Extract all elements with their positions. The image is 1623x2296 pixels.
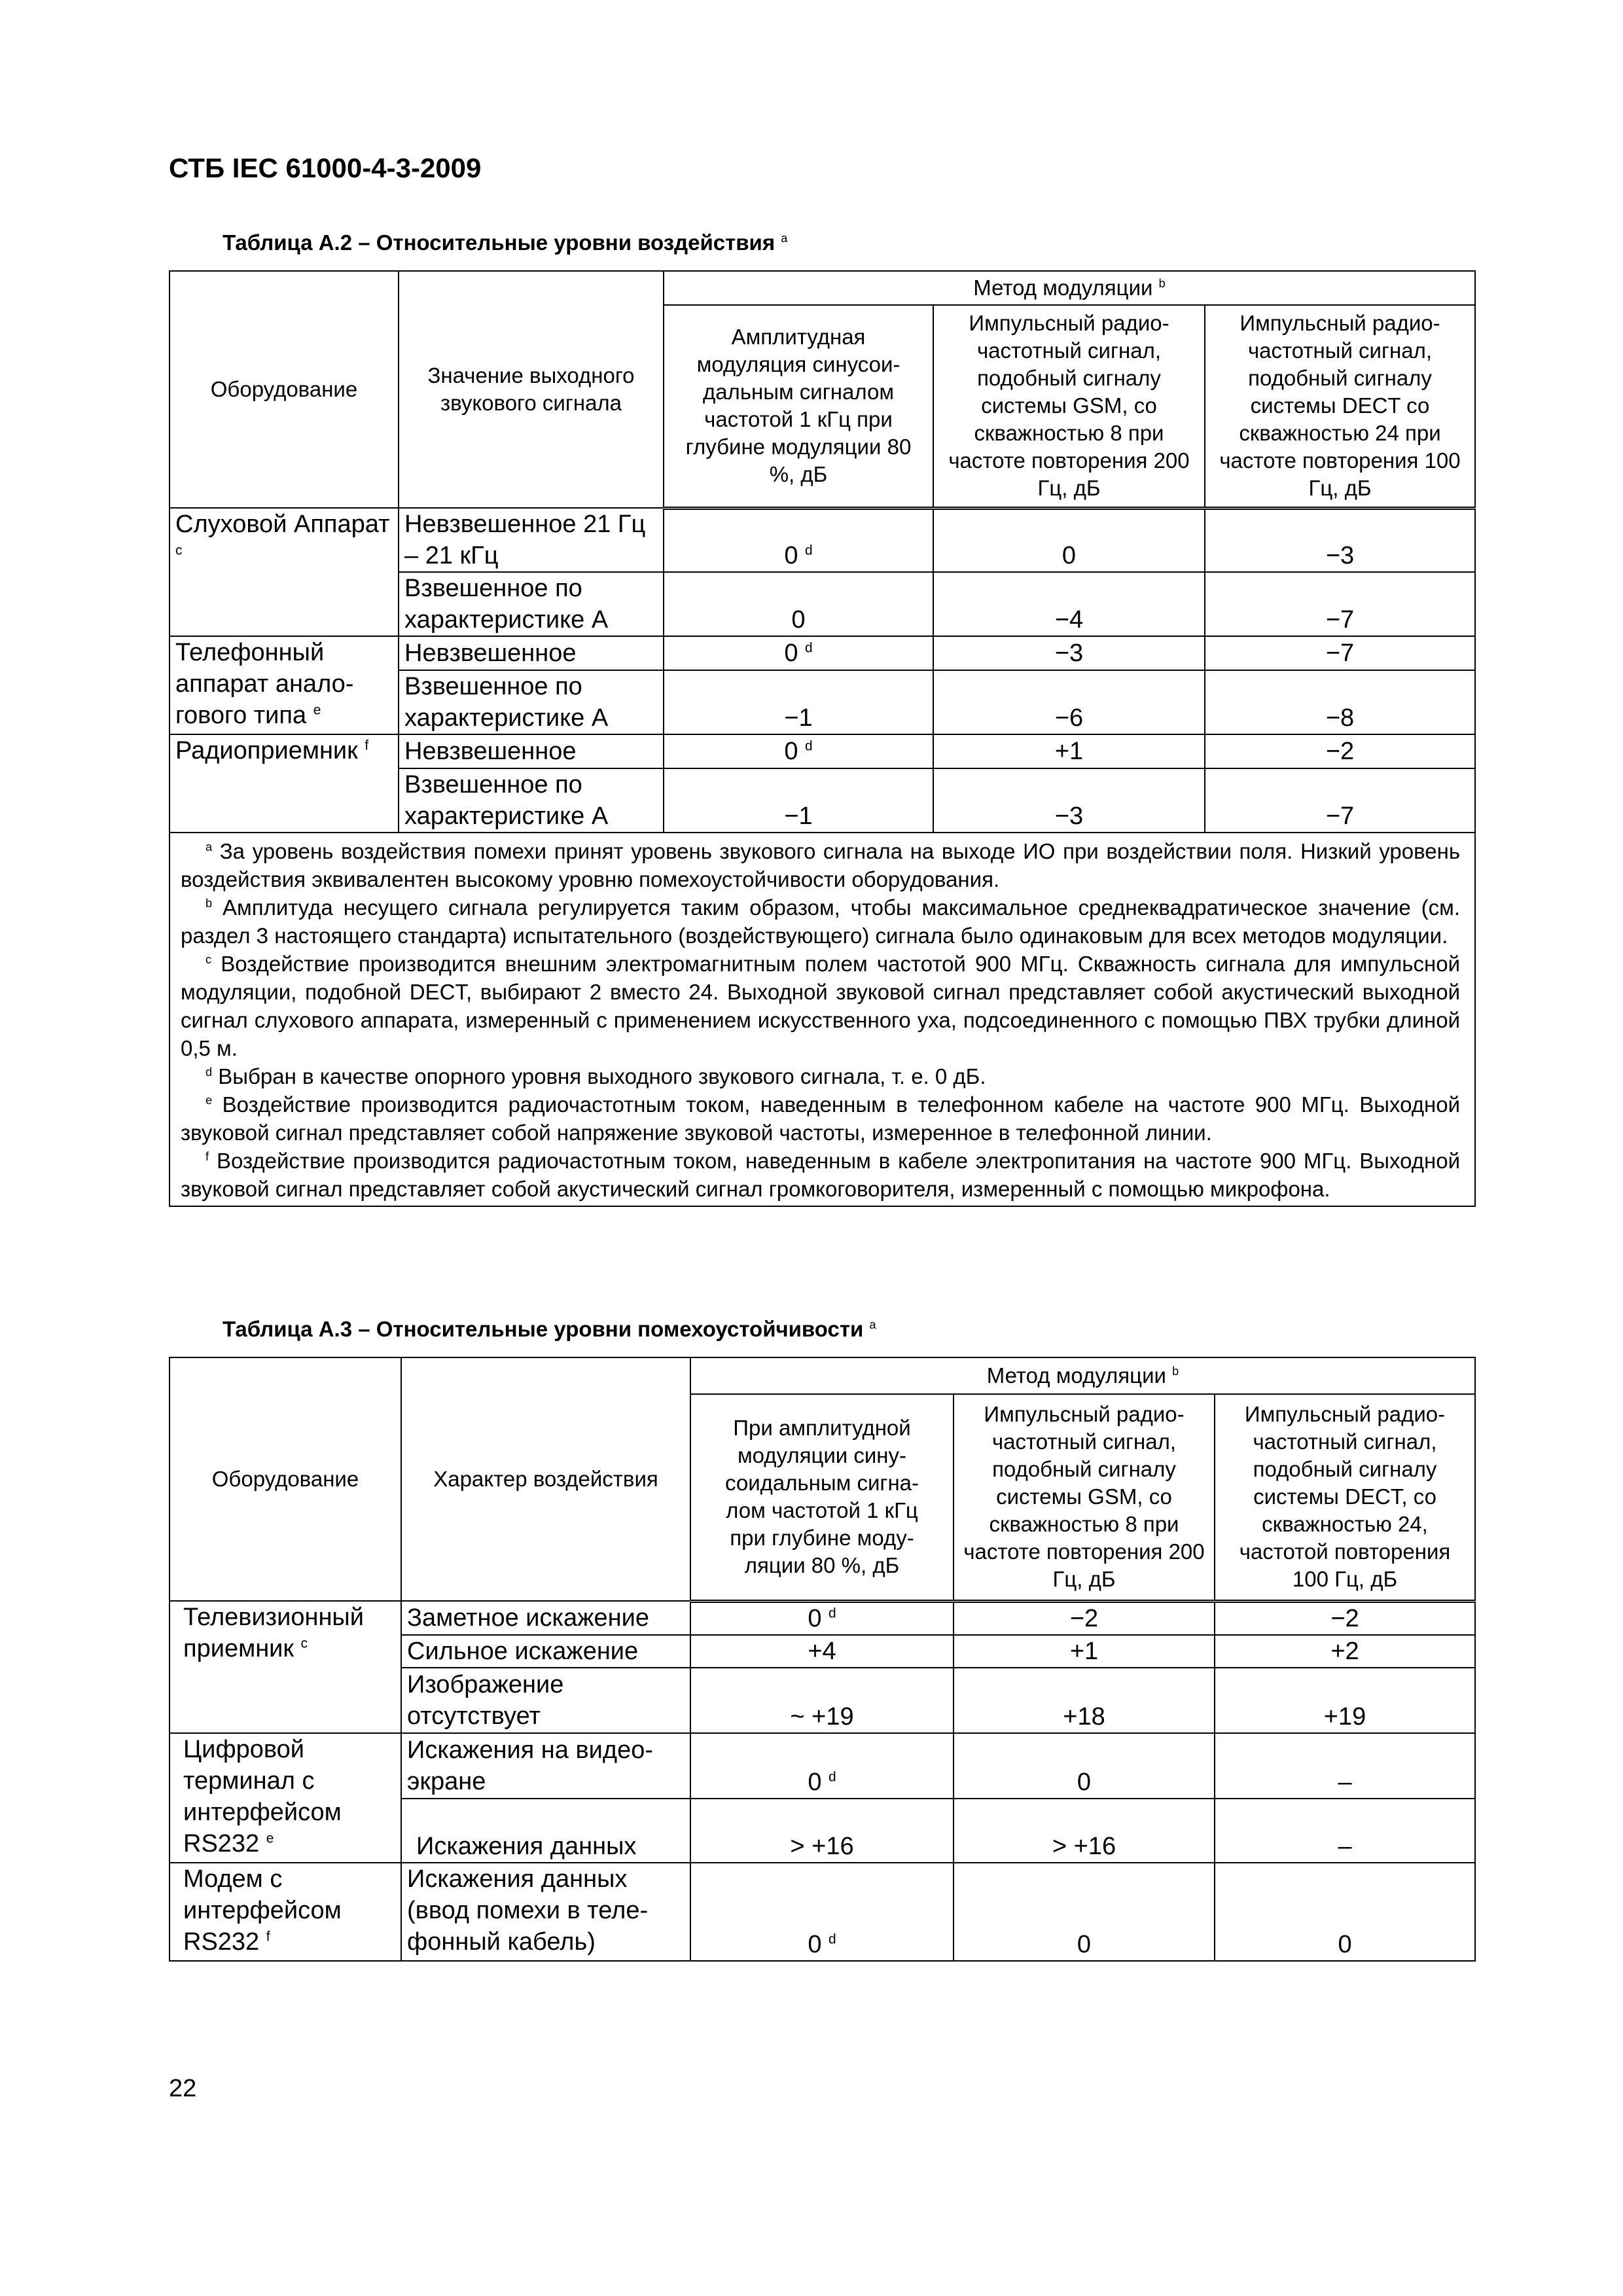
a3-effect-cell: Искажения на видео-экране bbox=[401, 1733, 690, 1799]
footnote-a: $^a$ За уровень воздействия помехи принят уровень звукового сигнала на выходе ИО при воздействии поля. Низкий уровень воздействия эквивалентен высокому уровню помехоустойчивости оборудования. bbox=[181, 839, 1461, 891]
table-a2 bbox=[169, 270, 1476, 1207]
a3-am-cell: 0 $^d$ bbox=[690, 1733, 954, 1799]
a2-output-cell: Взвешенное по характеристике А bbox=[399, 572, 664, 636]
a2-equipment-phone: Телефонный аппарат анало-гового типа $^e$ bbox=[169, 636, 399, 734]
a2-header-dect: Импульсный радио-частотный сигнал, подобный сигналу системы DECT со скважностью 24 при частоте повторения 100 Гц, дБ bbox=[1205, 305, 1475, 508]
a3-effect-cell: Искажения данных bbox=[401, 1799, 690, 1863]
a2-equipment-radio: Радиоприемник $^f$ bbox=[169, 734, 399, 833]
a3-header-modulation: Метод модуляции $^b$ bbox=[690, 1357, 1475, 1394]
a2-am-cell: −1 bbox=[664, 768, 933, 833]
a3-gsm-cell: +1 bbox=[954, 1635, 1215, 1668]
table-a2-caption: Таблица А.2 – Относительные уровни воздействия $^a$ bbox=[223, 230, 788, 255]
footnote-c: $^c$ Воздействие производится внешним электромагнитным полем частотой 900 МГц. Скважность сигнала для импульсной модуляции, подобной DECT, выбирают 2 вместо 24. Выходной звуковой сигнал представляет собой акустический выходной сигнал слухового аппарата, измеренный с применением искусственного уха, подсоединенного с помощью ПВХ трубки длиной 0,5 м. bbox=[181, 952, 1461, 1060]
a3-gsm-cell: −2 bbox=[954, 1601, 1215, 1635]
a3-dect-cell: – bbox=[1215, 1733, 1475, 1799]
a3-am-cell: ~ +19 bbox=[690, 1668, 954, 1733]
a2-output-cell: Взвешенное по характеристике А bbox=[399, 768, 664, 833]
a2-output-cell: Невзвешенное 21 Гц – 21 кГц bbox=[399, 508, 664, 572]
a3-dect-cell: +19 bbox=[1215, 1668, 1475, 1733]
a3-header-am: При амплитудной модуляции сину-соидальным сигна-лом частотой 1 кГц при глубине моду-ляции 80 %, дБ bbox=[690, 1394, 954, 1601]
footnote-b: $^b$ Амплитуда несущего сигнала регулируется таким образом, чтобы максимальное среднеквадратическое значение (см. раздел 3 настоящего стандарта) испытательного (воздействующего) сигнала было одинаковым для всех методов модуляции. bbox=[181, 895, 1461, 948]
a3-header-equipment: Оборудование bbox=[169, 1357, 401, 1601]
a2-gsm-cell: −4 bbox=[933, 572, 1205, 636]
table-a3-caption: Таблица А.3 – Относительные уровни помехоустойчивости $^a$ bbox=[223, 1317, 876, 1341]
a3-dect-cell: 0 bbox=[1215, 1863, 1475, 1961]
a2-am-cell: −1 bbox=[664, 670, 933, 734]
a2-header-gsm: Импульсный радио-частотный сигнал, подобный сигналу системы GSM, со скважностью 8 при частоте повторения 200 Гц, дБ bbox=[933, 305, 1205, 508]
a2-dect-cell: −7 bbox=[1205, 768, 1475, 833]
a2-header-output: Значение выходного звукового сигнала bbox=[399, 271, 664, 508]
footnote-d: $^d$ Выбран в качестве опорного уровня выходного звукового сигнала, т. е. 0 дБ. bbox=[205, 1064, 986, 1088]
a3-effect-cell: Изображение отсутствует bbox=[401, 1668, 690, 1733]
a2-gsm-cell: −3 bbox=[933, 768, 1205, 833]
a2-output-cell: Взвешенное по характеристике А bbox=[399, 670, 664, 734]
a2-dect-cell: −2 bbox=[1205, 734, 1475, 768]
a3-equipment-tv: Телевизионный приемник $^c$ bbox=[169, 1601, 401, 1733]
a2-gsm-cell: +1 bbox=[933, 734, 1205, 768]
footnote-f: $^f$ Воздействие производится радиочастотным током, наведенным в кабеле электропитания на частоте 900 МГц. Выходной звуковой сигнал представляет собой акустический сигнал громкоговорителя, измеренный с помощью микрофона. bbox=[181, 1149, 1461, 1201]
a3-am-cell: 0 $^d$ bbox=[690, 1863, 954, 1961]
a3-am-cell: > +16 bbox=[690, 1799, 954, 1863]
a2-header-am: Амплитудная модуляция синусои-дальным сигналом частотой 1 кГц при глубине модуляции 80 %, дБ bbox=[664, 305, 933, 508]
table-a3 bbox=[169, 1357, 1476, 1962]
a2-gsm-cell: 0 bbox=[933, 508, 1205, 572]
page-number: 22 bbox=[169, 2075, 197, 2102]
a3-am-cell: 0 $^d$ bbox=[690, 1601, 954, 1635]
a3-effect-cell: Искажения данных (ввод помехи в теле-фонный кабель) bbox=[401, 1863, 690, 1961]
a2-dect-cell: −7 bbox=[1205, 636, 1475, 670]
a3-header-dect: Импульсный радио-частотный сигнал, подобный сигналу системы DECT, со скважностью 24, частотой повторения 100 Гц, дБ bbox=[1215, 1394, 1475, 1601]
a3-gsm-cell: +18 bbox=[954, 1668, 1215, 1733]
a2-header-equipment: Оборудование bbox=[169, 271, 399, 508]
a2-dect-cell: −7 bbox=[1205, 572, 1475, 636]
standard-title: СТБ IEC 61000-4-3-2009 bbox=[169, 152, 482, 183]
a2-am-cell: 0 $^d$ bbox=[664, 636, 933, 670]
a3-header-effect: Характер воздействия bbox=[401, 1357, 690, 1601]
a2-footnotes bbox=[169, 833, 1475, 1206]
a2-gsm-cell: −3 bbox=[933, 636, 1205, 670]
a3-header-gsm: Импульсный радио-частотный сигнал, подобный сигналу системы GSM, со скважностью 8 при частоте повторения 200 Гц, дБ bbox=[954, 1394, 1215, 1601]
a2-header-modulation: Метод модуляции $^b$ bbox=[664, 271, 1475, 305]
a2-dect-cell: −3 bbox=[1205, 508, 1475, 572]
a3-equipment-modem: Модем с интерфейсом RS232 $^f$ bbox=[169, 1863, 401, 1961]
a2-gsm-cell: −6 bbox=[933, 670, 1205, 734]
a2-am-cell: 0 bbox=[664, 572, 933, 636]
a3-dect-cell: −2 bbox=[1215, 1601, 1475, 1635]
a2-am-cell: 0 $^d$ bbox=[664, 734, 933, 768]
a3-equipment-terminal: Цифровой терминал с интерфейсом RS232 $^e$ bbox=[169, 1733, 401, 1863]
a2-output-cell: Невзвешенное bbox=[399, 734, 664, 768]
a2-am-cell: 0 $^d$ bbox=[664, 508, 933, 572]
a2-equipment-hearing-aid: Слуховой Аппарат $^c$ bbox=[169, 508, 399, 636]
a3-dect-cell: +2 bbox=[1215, 1635, 1475, 1668]
footnote-e: $^e$ Воздействие производится радиочастотным током, наведенным в телефонном кабеле на частоте 900 МГц. Выходной звуковой сигнал представляет собой напряжение звуковой частоты, измеренное в телефонной линии. bbox=[181, 1092, 1461, 1145]
a3-gsm-cell: > +16 bbox=[954, 1799, 1215, 1863]
a3-effect-cell: Заметное искажение bbox=[401, 1601, 690, 1635]
a2-dect-cell: −8 bbox=[1205, 670, 1475, 734]
a3-effect-cell: Сильное искажение bbox=[401, 1635, 690, 1668]
a3-gsm-cell: 0 bbox=[954, 1863, 1215, 1961]
a3-dect-cell: – bbox=[1215, 1799, 1475, 1863]
a2-output-cell: Невзвешенное bbox=[399, 636, 664, 670]
a3-am-cell: +4 bbox=[690, 1635, 954, 1668]
a3-gsm-cell: 0 bbox=[954, 1733, 1215, 1799]
